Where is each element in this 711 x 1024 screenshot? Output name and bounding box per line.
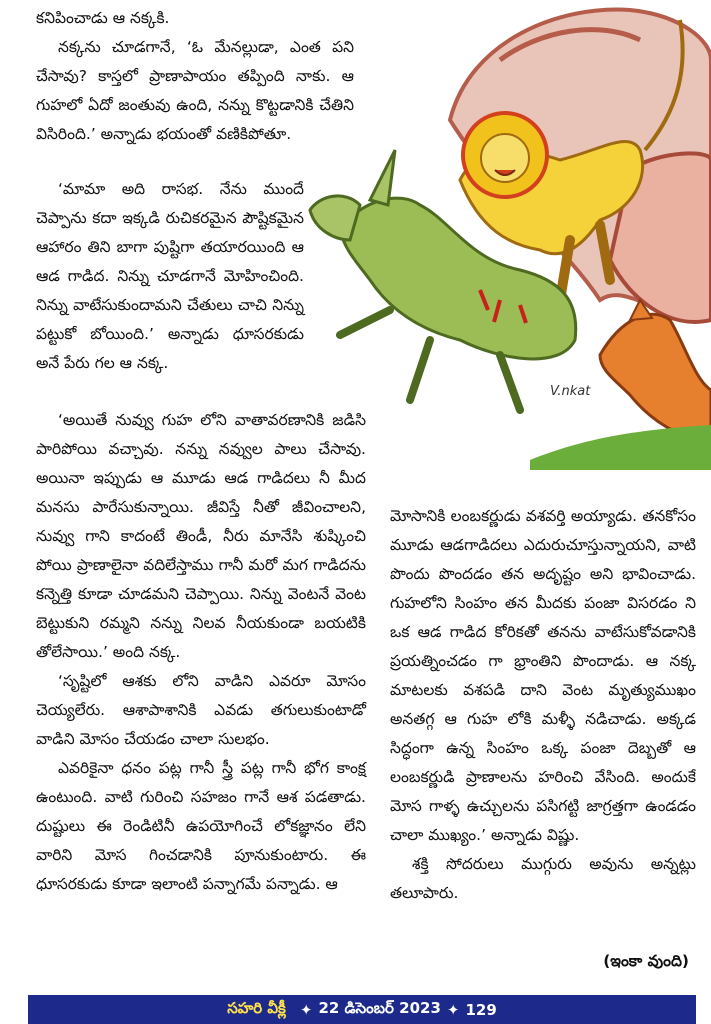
paragraph: ‘అయితే నువ్వు గుహ లోని వాతావరణానికి జడిసి పారిపోయి వచ్చావు. నన్ను నవ్వుల పాలు చేసావు. అయినా ఇప్పుడు ఆ మూడు ఆడ గాడిదలు నీ మీద మనసు పారేసుకున్నాయి. జీవిస్తే నీతో జీవించాలని, నువ్వు గాని కాదంటే తిండీ, నీరు మానేసి శుష్కించి పోయి ప్రాణాలైనా వదిలేస్తాము గానీ మరో మగ గాడిదను కన్నెత్తి కూడా చూడమని చెప్పాయి. నిన్ను వెంటనే వెంట బెట్టుకుని రమ్మని నన్ను నిలవ నీయకుండా బయటికి తోలేసాయి.’ అంది నక్క. [36, 411, 366, 661]
bullet-icon: ✦ [299, 1000, 313, 1019]
grass [530, 425, 711, 470]
paragraph: నక్కను చూడగానే, ‘ఓ మేనల్లుడా, ఎంత పని చేసావు? కాస్తలో ప్రాణాపాయం తప్పింది నాకు. ఆ గుహలో ఏదో జంతువు ఉంది, నన్ను కొట్టడానికి చేతిని విసిరింది.’ అన్నాడు భయంతో వణికిపోతూ. [36, 38, 354, 143]
right-column [390, 502, 696, 908]
bullet-icon: ✦ [446, 1000, 460, 1019]
left-column-mid [36, 175, 304, 378]
paragraph: ‘మామా అది రాసభ. నేను ముందే చెప్పాను కదా ఇక్కడి రుచికరమైన పౌష్టికమైన ఆహారం తిని బాగా పుష్టిగా తయారయింది ఆ ఆడ గాడిద. నిన్ను చూడగానే మోహించింది. నిన్ను వాటేసుకుందామని చేతులు చాచి నిన్ను పట్టుకో బోయింది.’ అన్నాడు ధూసరకుడు అనే పేరు గల ఆ నక్క. [36, 180, 304, 372]
left-column-bottom [36, 406, 366, 899]
page-number: 129 [465, 1000, 497, 1019]
paragraph: మోసానికి లంబకర్ణుడు వశవర్తి అయ్యాడు. తనకోసం మూడు ఆడగాడిదలు ఎదురుచూస్తున్నాయని, వాటి పొందు పొందడం తన అదృష్టం అని భావించాడు. గుహలోని సింహం తన మీదకు పంజా విసరడం ని ఒక ఆడ గాడిద కోరికతో తనను వాటేసుకోవడానికి ప్రయత్నించడం గా భ్రాంతిని పొందాడు. ఆ నక్క మాటలకు వశపడి దాని వెంట మృత్యుముఖం అనతగ్గ ఆ గుహ లోకి మళ్ళీ నడిచాడు. అక్కడ సిద్ధంగా ఉన్న సింహం ఒక్క పంజా దెబ్బతో ఆ లంబకర్ణుడి ప్రాణాలను హరించి వేసింది. అందుకే మోస గాళ్ళ ఉచ్చులను పసిగట్టి జాగ్రత్తగా ఉండడం చాలా ముఖ్యం.’ అన్నాడు విష్ణు. [390, 507, 696, 844]
paragraph: ఎవరికైనా ధనం పట్ల గానీ స్త్రీ పట్ల గానీ భోగ కాంక్ష ఉంటుంది. వాటి గురించి సహజం గానే ఆశ పడతాడు. దుష్టులు ఈ రెండిటినీ ఉపయోగించే లోకజ్ఞానం లేని వారిని మోస గించడానికి పూనుకుంటారు. ఈ ధూసరకుడు కూడా ఇలాంటి పన్నాగమే పన్నాడు. ఆ [36, 759, 366, 893]
footer-bar [28, 995, 696, 1024]
magazine-brand: సహరి వీక్లీ [227, 998, 286, 1017]
paragraph: శక్తి సోదరులు ముగ్గురు అవును అన్నట్లు తలూపారు. [390, 855, 696, 902]
paragraph: కనిపించాడు ఆ నక్కకి. [36, 9, 170, 27]
issue-date: 22 డిసెంబర్ 2023 [318, 998, 441, 1017]
artist-signature: V.nkat [550, 384, 591, 399]
paragraph: ‘సృష్టిలో ఆశకు లోని వాడిని ఎవరూ మోసం చెయ్యలేరు. ఆశాపాశానికి ఎవడు తగులుకుంటాడో వాడిని మోసం చేయడం చాలా సులభం. [36, 672, 366, 748]
left-column-top [36, 4, 354, 149]
to-be-continued-note: (ఇంకా వుంది) [603, 952, 689, 970]
